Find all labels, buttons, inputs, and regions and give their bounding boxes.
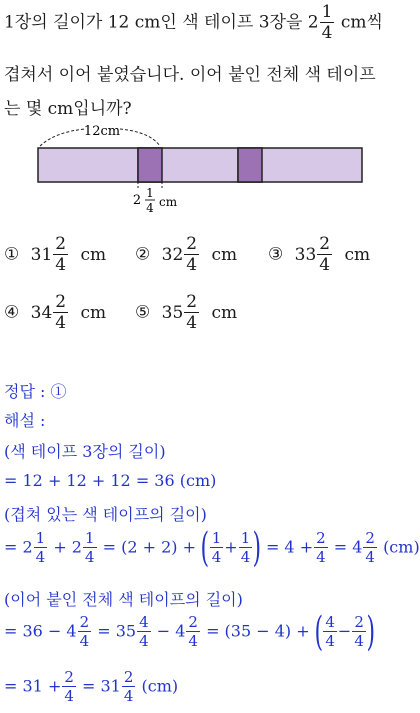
equation-1: = 12 + 12 + 12 = 36 (cm) bbox=[4, 471, 217, 490]
fraction: $\frac{2}{4}$ bbox=[55, 234, 67, 275]
fraction: $\frac{2}{4}$ bbox=[354, 613, 364, 650]
overlap-1 bbox=[138, 148, 162, 182]
overlap-2 bbox=[238, 148, 262, 182]
fraction: $\frac{2}{4}$ bbox=[79, 613, 90, 650]
choice-1[interactable]: ① 31 $\frac{2}{4}$ cm bbox=[4, 234, 107, 275]
tape-diagram bbox=[0, 118, 400, 213]
equation-3: = 36 − 4 $\frac{2}{4}$ = 35 $\frac{4}{4}$ − 4 $\frac{2}{4}$ = (35 − 4) + ( $\frac{4}{4}$ − $\frac{2}{4}$ ) bbox=[4, 609, 375, 655]
fraction: $\frac{2}{4}$ bbox=[319, 234, 331, 275]
overlap-num: 1 bbox=[146, 186, 154, 200]
question-line-1 bbox=[4, 4, 383, 42]
overlap-whole: 2 bbox=[132, 193, 142, 208]
fraction: $\frac{2}{4}$ bbox=[123, 668, 134, 705]
fraction: $\frac{2}{4}$ bbox=[186, 292, 198, 333]
fraction: $\frac{2}{4}$ bbox=[365, 529, 375, 566]
fraction: $\frac{1}{4}$ bbox=[35, 529, 46, 566]
heading-overlap: (겹쳐 있는 색 테이프의 길이) bbox=[4, 505, 207, 524]
answer-label: 정답 : ① bbox=[4, 382, 67, 401]
fraction: $\frac{2}{4}$ bbox=[64, 668, 74, 705]
fraction: $\frac{2}{4}$ bbox=[55, 292, 67, 333]
choice-3[interactable]: ③ 33 $\frac{2}{4}$ cm bbox=[268, 234, 371, 275]
fraction: $\frac{1}{4}$ bbox=[84, 529, 95, 566]
choice-5[interactable]: ⑤ 35 $\frac{2}{4}$ cm bbox=[135, 292, 238, 333]
fraction: $\frac{2}{4}$ bbox=[186, 234, 198, 275]
overlap-unit: cm bbox=[159, 195, 178, 209]
length-label: 12cm bbox=[83, 124, 121, 139]
question-line-2: 겹쳐서 이어 붙였습니다. 이어 붙인 전체 색 테이프 bbox=[4, 65, 376, 85]
heading-joined-total: (이어 붙인 전체 색 테이프의 길이) bbox=[4, 590, 243, 609]
fraction: $\frac{1}{4}$ bbox=[321, 2, 333, 43]
choice-4[interactable]: ④ 34 $\frac{2}{4}$ cm bbox=[4, 292, 107, 333]
fraction: $\frac{1}{4}$ bbox=[211, 529, 222, 566]
question-text-1a: 1장의 길이가 12 cm인 색 테이프 3장을 2 bbox=[4, 12, 319, 33]
equation-4: = 31 + $\frac{2}{4}$ = 31 $\frac{2}{4}$ (cm) bbox=[4, 668, 179, 705]
question-line-3: 는 몇 cm입니까? bbox=[4, 99, 132, 119]
explanation-label: 해설 : bbox=[4, 411, 46, 430]
fraction: $\frac{4}{4}$ bbox=[139, 613, 149, 650]
fraction: $\frac{2}{4}$ bbox=[316, 529, 326, 566]
heading-tape-total: (색 테이프 3장의 길이) bbox=[4, 442, 166, 461]
equation-2: = 2 $\frac{1}{4}$ + 2 $\frac{1}{4}$ = (2 + 2) + ( $\frac{1}{4}$ + $\frac{1}{4}$ ) = 4 + $\frac{2}{4}$ = 4 $\frac{2}{4}$ (cm) bbox=[4, 525, 420, 571]
question-text-1b: cm씩 bbox=[335, 12, 383, 33]
fraction: $\frac{4}{4}$ bbox=[325, 613, 335, 650]
overlap-den: 4 bbox=[146, 201, 154, 215]
fraction: $\frac{2}{4}$ bbox=[188, 613, 198, 650]
fraction: $\frac{1}{4}$ bbox=[240, 529, 251, 566]
choice-2[interactable]: ② 32 $\frac{2}{4}$ cm bbox=[135, 234, 238, 275]
